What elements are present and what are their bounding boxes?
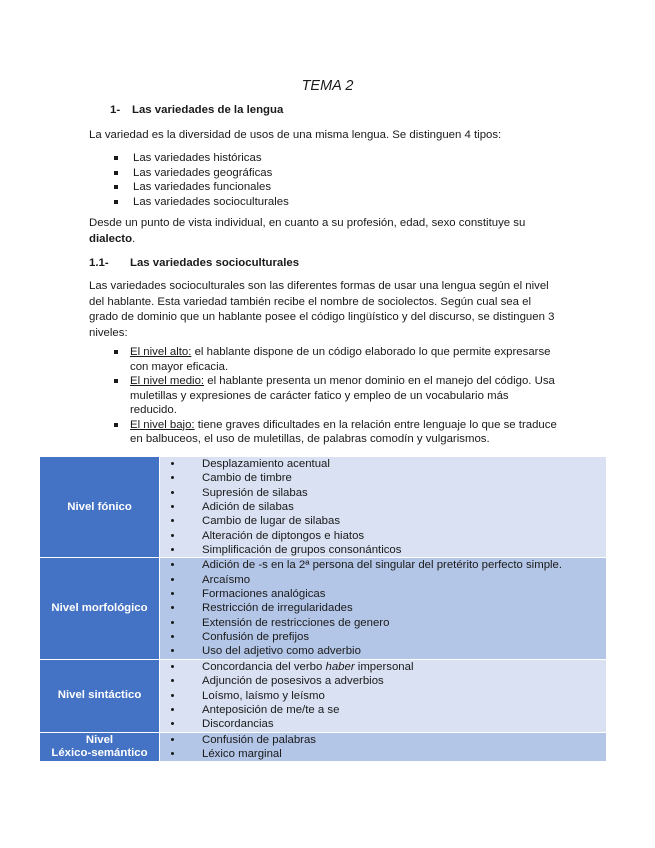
row-items xyxy=(160,732,607,762)
list-item: • Confusión de prefijos xyxy=(184,630,606,644)
list-item: • Adjunción de posesivos a adverbios xyxy=(184,674,606,688)
levels-list xyxy=(112,345,557,447)
level-item xyxy=(112,418,557,447)
levels-table xyxy=(39,456,607,762)
section-heading-1-1 xyxy=(89,257,299,269)
list-item: • Uso del adjetivo como adverbio xyxy=(184,644,606,658)
row-label-line: Nivel xyxy=(85,733,114,746)
list-item xyxy=(184,660,606,674)
table-row xyxy=(40,732,607,762)
level-description: tiene graves dificultades en la relación entre lenguaje lo que se traduce en balbuceos, el uso de muletillas, de palabras comodín y vulgarismos. xyxy=(130,418,557,445)
variety-types-list xyxy=(112,151,289,209)
sociocultural-paragraph: Las variedades socioculturales son las diferentes formas de usar una lengua según el nivel del hablante. Esta variedad también recibe el nombre de sociolectos. Según cual sea el grado de dominio que un hablante posee el código lingüístico y del discurso, se distinguen 3 niveles: xyxy=(89,280,555,339)
row-items xyxy=(160,457,607,558)
row-items xyxy=(160,659,607,732)
list-item: • Adición de -s en la 2ª persona del singular del pretérito perfecto simple. xyxy=(184,558,606,572)
level-name: El nivel bajo: xyxy=(130,418,195,431)
level-name: El nivel alto: xyxy=(130,346,192,358)
level-item xyxy=(112,345,557,374)
level-description: el hablante presenta un menor dominio en el manejo del código. Usa muletillas y expresiones de carácter fatico y empleo de un vocabulario más reducido. xyxy=(130,375,555,416)
item-text: impersonal xyxy=(354,660,414,673)
dialect-term: dialecto xyxy=(89,232,133,245)
list-item: • Discordancias xyxy=(184,717,606,731)
list-item: • Supresión de silabas xyxy=(184,486,606,500)
row-label xyxy=(40,732,160,762)
list-item: • Desplazamiento acentual xyxy=(184,457,606,471)
row-items xyxy=(160,558,607,659)
intro-paragraph: La variedad es la diversidad de usos de una misma lengua. Se distinguen 4 tipos: xyxy=(89,129,502,141)
list-item: • Loísmo, laísmo y leísmo xyxy=(184,689,606,703)
list-item: • Confusión de palabras xyxy=(184,733,606,747)
list-item: • Simplificación de grupos consonánticos xyxy=(184,543,606,557)
list-item: Las variedades funcionales xyxy=(112,180,289,195)
table-row xyxy=(40,558,607,659)
section-number: 1- xyxy=(110,104,121,116)
level-name: El nivel medio: xyxy=(130,375,205,387)
section-title: Las variedades socioculturales xyxy=(130,257,300,269)
list-item: • Extensión de restricciones de genero xyxy=(184,616,606,630)
dialect-paragraph: Desde un punto de vista individual, en cuanto a su profesión, edad, sexo constituye su dialecto. xyxy=(89,217,526,245)
row-label: Nivel morfológico xyxy=(40,558,160,659)
list-item: Las variedades socioculturales xyxy=(112,195,289,210)
item-emphasis: haber xyxy=(325,660,355,673)
item-text: Concordancia del verbo xyxy=(202,660,326,673)
row-label: Nivel fónico xyxy=(40,457,160,558)
list-item: • Cambio de timbre xyxy=(184,471,606,485)
table-row xyxy=(40,659,607,732)
list-item: • Léxico marginal xyxy=(184,747,606,761)
row-label-line: Léxico-semántico xyxy=(51,746,148,759)
list-item: • Alteración de diptongos e hiatos xyxy=(184,529,606,543)
section-title: Las variedades de la lengua xyxy=(132,104,284,116)
list-item: • Adición de silabas xyxy=(184,500,606,514)
list-item: • Arcaísmo xyxy=(184,573,606,587)
section-heading-1 xyxy=(110,104,283,116)
list-item: Las variedades históricas xyxy=(112,151,289,166)
table-row xyxy=(40,457,607,558)
section-number: 1.1- xyxy=(89,257,109,269)
level-description: el hablante dispone de un código elaborado lo que permite expresarse con mayor eficacia. xyxy=(130,346,551,373)
list-item: • Anteposición de me/te a se xyxy=(184,703,606,717)
list-item: • Cambio de lugar de silabas xyxy=(184,514,606,528)
list-item: • Restricción de irregularidades xyxy=(184,601,606,615)
level-item xyxy=(112,374,557,418)
dialect-text: Desde un punto de vista individual, en cuanto a su profesión, edad, sexo constituye su xyxy=(89,217,526,229)
page-title: TEMA 2 xyxy=(301,78,354,94)
list-item: • Formaciones analógicas xyxy=(184,587,606,601)
list-item: Las variedades geográficas xyxy=(112,166,289,181)
row-label: Nivel sintáctico xyxy=(40,659,160,732)
